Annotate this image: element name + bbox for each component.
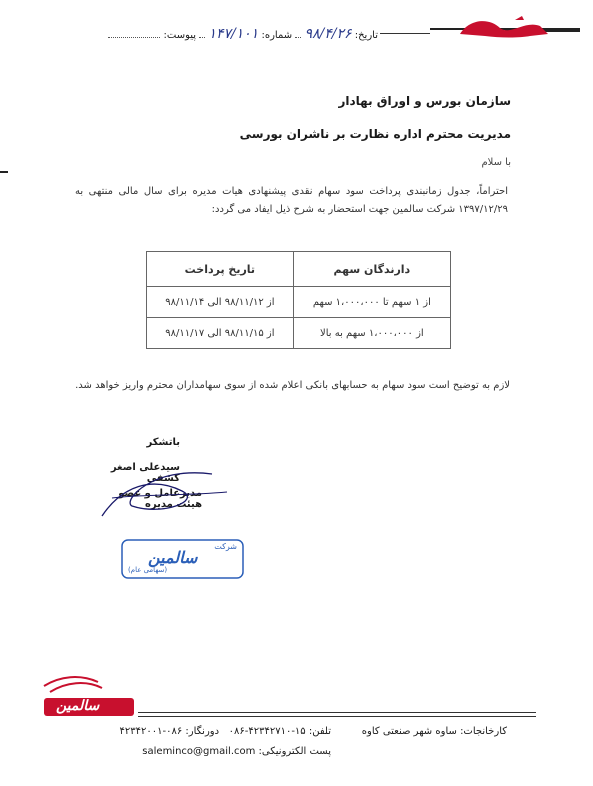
note-text: لازم به توضیح است سود سهام به حسابهای بانکی اعلام شده از سوی سهامداران محترم واریز خواهد شد.: [75, 380, 510, 391]
table-row: [147, 318, 451, 349]
footer-rule-2: [138, 716, 536, 717]
footer-email: [142, 746, 331, 757]
attachment-label: پیوست:: [163, 30, 197, 41]
closing-text: باتشکر: [146, 437, 180, 448]
table-cell: از ۱،۰۰۰،۰۰۰ سهم به بالا: [293, 318, 450, 349]
footer-phone: [120, 726, 332, 737]
email-value: saleminco@gmail.com: [142, 746, 256, 757]
date-value: ۹۸/۴/۲۶: [304, 26, 352, 42]
email-label: پست الکترونیکی:: [258, 746, 331, 757]
signatory-name: سیدعلی اصغر کشفی: [110, 462, 180, 484]
table-cell: از ۱ سهم تا ۱،۰۰۰،۰۰۰ سهم: [293, 287, 450, 318]
fax-label: دورنگار:: [185, 726, 220, 737]
footer-logo-text: سالمین: [56, 698, 100, 714]
footer-logo-icon: [40, 672, 136, 722]
factory-label: کارخانجات:: [460, 726, 507, 737]
company-stamp: [120, 538, 245, 580]
signature-scribble-icon: [92, 446, 242, 526]
factory-value: ساوه شهر صنعتی کاوه: [361, 726, 457, 737]
header-fields: [38, 26, 378, 42]
greeting: با سلام: [481, 157, 511, 168]
table-header-holders: دارندگان سهم: [293, 252, 450, 287]
table-header-date: تاریخ پرداخت: [147, 252, 294, 287]
phone-label: تلفن:: [308, 726, 331, 737]
recipient-line-2: مدیریت محترم اداره نظارت بر ناشران بورسی: [239, 127, 511, 141]
stamp-type: (سهامی عام): [128, 566, 168, 574]
body-paragraph: احتراماً، جدول زمانبندی پرداخت سود سهام نقدی پیشنهادی هیات مدیره برای سال مالی منتهی به ۱۳۹۷/۱۲/۲۹ شرکت سالمین جهت استحضار به شرح ذیل ایفاد می گردد:: [75, 186, 508, 215]
table-cell: از ۹۸/۱۱/۱۵ الی ۹۸/۱۱/۱۷: [147, 318, 294, 349]
table-row: [147, 287, 451, 318]
stamp-brand: سالمین: [148, 548, 198, 567]
footer-rule: [138, 712, 536, 713]
stamp-company: شرکت: [214, 542, 237, 551]
margin-mark: [0, 171, 8, 173]
recipient-line-1: سازمان بورس و اوراق بهادار: [338, 94, 511, 108]
table-cell: از ۹۸/۱۱/۱۲ الی ۹۸/۱۱/۱۴: [147, 287, 294, 318]
fax-value: ۰۸۶-۴۲۳۴۲۰۰۱: [119, 726, 183, 737]
number-label: شماره:: [261, 30, 293, 41]
date-label: تاریخ:: [354, 30, 378, 41]
header-rule-left: [380, 33, 430, 34]
payment-schedule-table: [146, 251, 451, 349]
attachment-dots: [108, 29, 160, 38]
phone-value: ۱۵-۴۲۳۴۲۷۱۰-۰۸۶: [228, 726, 306, 737]
footer-factory: [362, 726, 507, 737]
table-header-row: [147, 252, 451, 287]
salemin-logo-icon: [430, 14, 580, 42]
number-value: ۱۴۷/۱۰۱: [208, 26, 259, 42]
signatory-title: مدیرعامل و عضو هیئت مدیره: [118, 488, 202, 510]
